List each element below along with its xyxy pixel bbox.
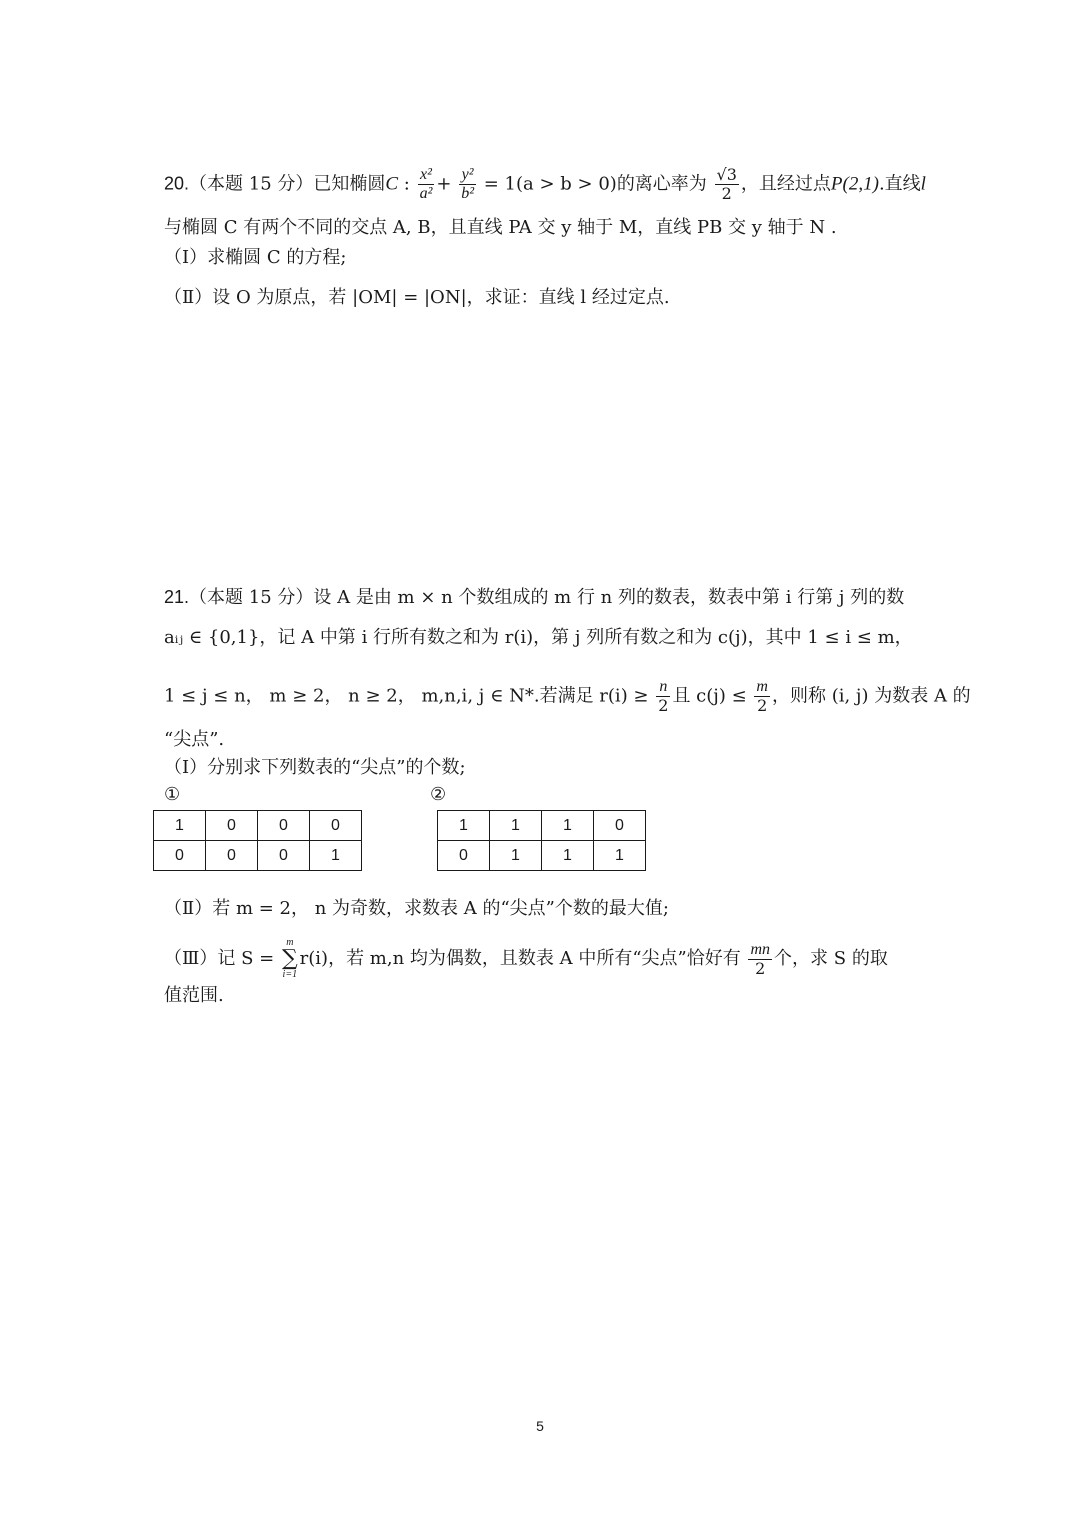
table-1	[153, 810, 362, 871]
frac-m: m	[756, 678, 768, 695]
frac-mn-2	[748, 941, 772, 978]
q21-line-2: aᵢⱼ ∈ {0,1}，记 A 中第 i 行所有数之和为 r(i)，第 j 列所有数之和为 c(j)，其中 1 ≤ i ≤ m，	[164, 627, 913, 648]
frac-mn-2-den: 2	[755, 958, 766, 978]
frac-m-2	[754, 678, 770, 715]
table-2-row	[438, 841, 646, 871]
table-cell: 0	[594, 811, 646, 841]
table1-label: ①	[164, 784, 181, 805]
frac-n-2	[656, 678, 670, 715]
q20-line-2: 与椭圆 C 有两个不同的交点 A, B，且直线 PA 交 y 轴于 M，直线 PB 交 y 轴于 N .	[164, 217, 837, 238]
table-cell: 1	[490, 811, 542, 841]
q21-part-3-b: r(i)，若 m,n 均为偶数，且数表 A 中所有“尖点”恰好有	[299, 948, 741, 969]
table-cell: 0	[206, 841, 258, 871]
frac-sqrt3-2	[715, 166, 739, 203]
frac-b2: b²	[461, 185, 475, 202]
sigma-bottom: i=1	[282, 969, 298, 980]
q21-line-3	[164, 678, 971, 715]
table-cell: 0	[206, 811, 258, 841]
table-cell: 0	[258, 811, 310, 841]
table-cell: 1	[310, 841, 362, 871]
table-2-row	[438, 811, 646, 841]
table-1-row	[154, 811, 362, 841]
frac-y2: y²	[459, 166, 476, 185]
point-p: P(2,1)	[830, 173, 879, 195]
page-number: 5	[536, 1418, 544, 1434]
frac-a2: a²	[419, 185, 433, 202]
frac-2: 2	[721, 184, 732, 203]
table-cell: 1	[490, 841, 542, 871]
frac-n-2-den: 2	[658, 696, 669, 715]
table-cell: 1	[594, 841, 646, 871]
frac-n: n	[656, 678, 670, 697]
q21-line-3-c: ，则称 (i, j) 为数表 A 的	[771, 685, 971, 707]
table-cell: 0	[310, 811, 362, 841]
q21-number: 21.	[164, 587, 190, 607]
table-cell: 0	[154, 841, 206, 871]
sigma-symbol: ∑	[281, 946, 298, 971]
frac-x2-a2	[418, 166, 435, 203]
table-cell: 0	[438, 841, 490, 871]
q20-part-1: （Ⅰ）求椭圆 C 的方程;	[164, 247, 347, 268]
line-intro: .直线	[878, 173, 921, 195]
sigma-sum	[282, 938, 298, 980]
through-point-text: ，且经过点	[740, 173, 831, 195]
frac-x2: x²	[418, 166, 435, 185]
table-cell: 1	[542, 841, 594, 871]
frac-sqrt3: √3	[716, 165, 737, 184]
table2-label: ②	[430, 784, 447, 805]
table-cell: 0	[258, 841, 310, 871]
frac-y2-b2	[459, 166, 476, 203]
ellipse-colon: :	[398, 173, 410, 195]
q21-line-1-text: （本题 15 分）设 A 是由 m × n 个数组成的 m 行 n 列的数表，数表中第 i 行第 j 列的数	[189, 587, 905, 608]
q20-number: 20.	[164, 173, 190, 194]
ellipse-var: C	[385, 173, 399, 195]
q21-line-1	[164, 585, 904, 610]
table-cell: 1	[542, 811, 594, 841]
table-cell: 1	[438, 811, 490, 841]
eccentricity-text: 的离心率为	[616, 173, 707, 195]
frac-m-2-den: 2	[757, 696, 768, 715]
q21-line-3-a: 1 ≤ j ≤ n， m ≥ 2， n ≥ 2， m,n,i, j ∈ N*.若满足 r(i) ≥	[164, 685, 649, 707]
q21-part-3-c: 个，求 S 的取	[774, 948, 888, 969]
q21-part-2: （Ⅱ）若 m = 2， n 为奇数，求数表 A 的“尖点”个数的最大值;	[164, 898, 669, 919]
table-cell: 1	[154, 811, 206, 841]
q20-part-2: （Ⅱ）设 O 为原点，若 |OM| = |ON|，求证：直线 l 经过定点.	[164, 287, 670, 308]
q21-line-4: “尖点”.	[164, 729, 225, 750]
q21-part-3-end: 值范围.	[164, 985, 224, 1006]
eq-condition: = 1(a > b > 0)	[478, 173, 617, 195]
plus-sign: +	[436, 173, 452, 195]
table-2	[437, 810, 646, 871]
table-1-row	[154, 841, 362, 871]
q20-header: （本题 15 分）已知椭圆	[189, 173, 386, 195]
sigma-top: m	[286, 937, 294, 948]
q20-line-1	[164, 166, 926, 203]
q21-part-3-a: （Ⅲ）记 S =	[164, 948, 275, 969]
line-var: l	[920, 173, 926, 195]
q21-part-1: （Ⅰ）分别求下列数表的“尖点”的个数;	[164, 757, 466, 778]
frac-mn: mn	[750, 940, 771, 958]
q21-part-3	[164, 938, 888, 980]
q21-line-3-b: 且 c(j) ≤	[672, 685, 747, 707]
